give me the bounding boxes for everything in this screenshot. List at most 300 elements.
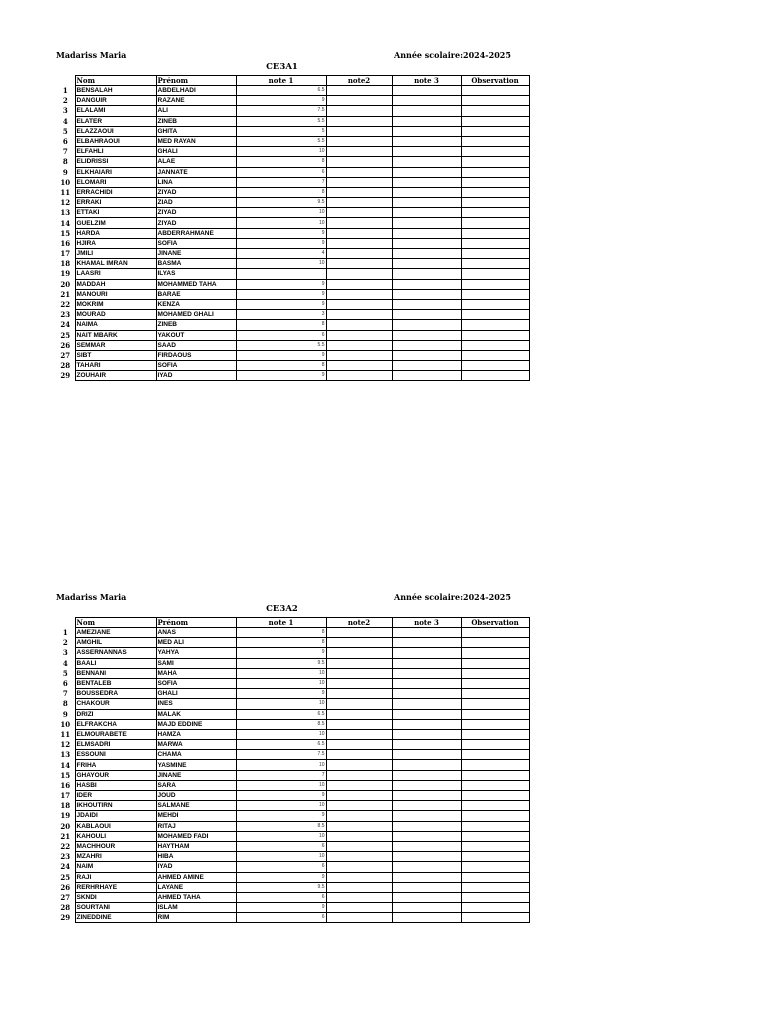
- cell-note1: 9: [236, 872, 326, 882]
- cell-observation: [461, 136, 529, 146]
- cell-note3: [392, 126, 461, 136]
- cell-note2: [326, 228, 392, 238]
- cell-nom: KABLAOUI: [75, 821, 156, 831]
- table-row: [56, 872, 529, 882]
- cell-note2: [326, 106, 392, 116]
- row-number: 25: [60, 330, 71, 340]
- cell-prenom: SAMI: [156, 658, 236, 668]
- table-row: [56, 628, 529, 638]
- table-row: [56, 259, 529, 269]
- row-number: 24: [60, 862, 71, 872]
- cell-observation: [461, 872, 529, 882]
- cell-note3: [392, 729, 461, 739]
- row-number: 11: [60, 187, 71, 197]
- cell-nom: SKNDI: [75, 892, 156, 902]
- cell-note1: 9: [236, 238, 326, 248]
- cell-prenom: RIM: [156, 913, 236, 923]
- cell-note3: [392, 831, 461, 841]
- row-number: 29: [60, 371, 71, 381]
- cell-observation: [461, 299, 529, 309]
- cell-prenom: SALMANE: [156, 801, 236, 811]
- cell-nom: RERHRHAYE: [75, 882, 156, 892]
- cell-observation: [461, 801, 529, 811]
- cell-observation: [461, 106, 529, 116]
- row-number: 6: [62, 679, 68, 689]
- cell-note3: [392, 157, 461, 167]
- cell-note2: [326, 289, 392, 299]
- row-number: 11: [60, 729, 71, 739]
- cell-note1: 3: [236, 310, 326, 320]
- table-row: [56, 709, 529, 719]
- table-row: [56, 228, 529, 238]
- cell-observation: [461, 760, 529, 770]
- cell-prenom: ZIYAD: [156, 187, 236, 197]
- cell-nom: JDAIDI: [75, 811, 156, 821]
- cell-nom: SEMMAR: [75, 340, 156, 350]
- cell-nom: GHAYOUR: [75, 770, 156, 780]
- cell-note3: [392, 116, 461, 126]
- table-row: [56, 658, 529, 668]
- cell-note3: [392, 86, 461, 96]
- cell-note1: 10: [236, 760, 326, 770]
- table-row: [56, 882, 529, 892]
- cell-prenom: LAYANE: [156, 882, 236, 892]
- cell-note1: 10: [236, 218, 326, 228]
- row-number: 29: [60, 913, 71, 923]
- cell-prenom: SOFIA: [156, 678, 236, 688]
- row-number: 22: [60, 842, 71, 852]
- cell-note3: [392, 913, 461, 923]
- table-row: [56, 892, 529, 902]
- cell-note2: [326, 709, 392, 719]
- cell-nom: ELOMARI: [75, 177, 156, 187]
- row-number: 15: [60, 228, 71, 238]
- cell-nom: ELALAMI: [75, 106, 156, 116]
- cell-note2: [326, 350, 392, 360]
- table-body: [56, 86, 529, 381]
- cell-prenom: JINANE: [156, 770, 236, 780]
- table-row: [56, 218, 529, 228]
- cell-note1: 6.5: [236, 86, 326, 96]
- cell-note3: [392, 269, 461, 279]
- cell-nom: RAJI: [75, 872, 156, 882]
- cell-nom: MANOURI: [75, 289, 156, 299]
- cell-note1: 9: [236, 289, 326, 299]
- cell-nom: ELFRAKCHA: [75, 719, 156, 729]
- cell-nom: BOUSSEDRA: [75, 689, 156, 699]
- cell-prenom: INES: [156, 699, 236, 709]
- cell-note1: 9: [236, 96, 326, 106]
- cell-note1: [236, 269, 326, 279]
- cell-observation: [461, 892, 529, 902]
- row-number: 4: [62, 116, 68, 126]
- cell-nom: ELATER: [75, 116, 156, 126]
- cell-note2: [326, 126, 392, 136]
- cell-nom: HJIRA: [75, 238, 156, 248]
- table-row: [56, 187, 529, 197]
- cell-note3: [392, 340, 461, 350]
- cell-prenom: MED ALI: [156, 638, 236, 648]
- row-number: 21: [60, 289, 71, 299]
- cell-note1: 9: [236, 648, 326, 658]
- cell-note3: [392, 361, 461, 371]
- cell-note3: [392, 740, 461, 750]
- cell-observation: [461, 350, 529, 360]
- cell-nom: KAHOULI: [75, 831, 156, 841]
- table-row: [56, 116, 529, 126]
- grades-table: [56, 75, 530, 381]
- cell-observation: [461, 289, 529, 299]
- cell-prenom: JANNATE: [156, 167, 236, 177]
- table-row: [56, 340, 529, 350]
- cell-note2: [326, 249, 392, 259]
- cell-note1: 7.5: [236, 106, 326, 116]
- cell-note3: [392, 147, 461, 157]
- cell-prenom: ZINEB: [156, 320, 236, 330]
- row-number: 8: [62, 157, 68, 167]
- row-number: 12: [60, 740, 71, 750]
- cell-note2: [326, 310, 392, 320]
- cell-note3: [392, 678, 461, 688]
- table-row: [56, 862, 529, 872]
- cell-note2: [326, 811, 392, 821]
- cell-prenom: GHALI: [156, 147, 236, 157]
- cell-prenom: YAHYA: [156, 648, 236, 658]
- cell-prenom: AHMED AMINE: [156, 872, 236, 882]
- cell-note2: [326, 852, 392, 862]
- cell-note3: [392, 289, 461, 299]
- cell-observation: [461, 320, 529, 330]
- cell-note1: 9: [236, 371, 326, 381]
- cell-prenom: FIRDAOUS: [156, 350, 236, 360]
- row-number: 23: [60, 852, 71, 862]
- cell-observation: [461, 147, 529, 157]
- cell-observation: [461, 913, 529, 923]
- cell-nom: IKHOUTIRN: [75, 801, 156, 811]
- table-body: [56, 628, 529, 923]
- row-number: 23: [60, 310, 71, 320]
- cell-nom: AMGHIL: [75, 638, 156, 648]
- class-title: CE3A1: [266, 62, 298, 72]
- cell-observation: [461, 371, 529, 381]
- cell-note1: 9: [236, 228, 326, 238]
- cell-note3: [392, 689, 461, 699]
- cell-note1: 6: [236, 892, 326, 902]
- cell-prenom: HAYTHAM: [156, 841, 236, 851]
- table-header-row: [56, 76, 529, 86]
- cell-prenom: MARWA: [156, 740, 236, 750]
- school-year: Année scolaire:2024-2025: [394, 50, 511, 60]
- cell-prenom: MAHA: [156, 668, 236, 678]
- table-row: [56, 903, 529, 913]
- cell-prenom: LINA: [156, 177, 236, 187]
- table-row: [56, 780, 529, 790]
- cell-observation: [461, 791, 529, 801]
- cell-nom: ELMSADRI: [75, 740, 156, 750]
- cell-observation: [461, 852, 529, 862]
- cell-nom: ELFAHLI: [75, 147, 156, 157]
- header-nom: Nom: [75, 618, 156, 628]
- cell-nom: ZINEDDINE: [75, 913, 156, 923]
- cell-note3: [392, 238, 461, 248]
- table-row: [56, 177, 529, 187]
- cell-note1: 7.5: [236, 750, 326, 760]
- cell-note1: 7: [236, 770, 326, 780]
- table-row: [56, 831, 529, 841]
- table-row: [56, 699, 529, 709]
- cell-note1: 4: [236, 249, 326, 259]
- cell-note1: 9.5: [236, 658, 326, 668]
- table-row: [56, 361, 529, 371]
- cell-prenom: MAJD EDDINE: [156, 719, 236, 729]
- cell-observation: [461, 116, 529, 126]
- cell-observation: [461, 167, 529, 177]
- cell-nom: IDER: [75, 791, 156, 801]
- cell-observation: [461, 811, 529, 821]
- cell-nom: HASBI: [75, 780, 156, 790]
- table-header-row: [56, 618, 529, 628]
- cell-observation: [461, 187, 529, 197]
- row-number: 16: [60, 238, 71, 248]
- cell-note2: [326, 628, 392, 638]
- row-number: 28: [60, 361, 71, 371]
- row-number: 1: [62, 86, 68, 96]
- cell-prenom: ABDELHADI: [156, 86, 236, 96]
- row-number: 4: [62, 658, 68, 668]
- cell-note3: [392, 299, 461, 309]
- cell-prenom: ZIYAD: [156, 218, 236, 228]
- cell-note1: 9: [236, 791, 326, 801]
- school-year: Année scolaire:2024-2025: [394, 592, 511, 602]
- cell-note2: [326, 269, 392, 279]
- cell-note3: [392, 821, 461, 831]
- cell-observation: [461, 628, 529, 638]
- cell-note1: 10: [236, 208, 326, 218]
- cell-nom: ELKHAIARI: [75, 167, 156, 177]
- cell-prenom: BASMA: [156, 259, 236, 269]
- cell-note1: 6: [236, 862, 326, 872]
- cell-observation: [461, 668, 529, 678]
- row-number: 18: [60, 801, 71, 811]
- cell-note3: [392, 882, 461, 892]
- cell-note1: 10: [236, 668, 326, 678]
- cell-note2: [326, 729, 392, 739]
- cell-observation: [461, 648, 529, 658]
- table-row: [56, 86, 529, 96]
- cell-note2: [326, 678, 392, 688]
- cell-observation: [461, 678, 529, 688]
- table-row: [56, 106, 529, 116]
- cell-observation: [461, 821, 529, 831]
- cell-note1: 9: [236, 350, 326, 360]
- cell-note2: [326, 198, 392, 208]
- row-number: 26: [60, 882, 71, 892]
- cell-note3: [392, 903, 461, 913]
- cell-note2: [326, 238, 392, 248]
- cell-observation: [461, 740, 529, 750]
- cell-note3: [392, 852, 461, 862]
- row-number: 19: [60, 269, 71, 279]
- cell-observation: [461, 638, 529, 648]
- cell-note1: 5.5: [236, 116, 326, 126]
- cell-note1: 5: [236, 126, 326, 136]
- grades-table: [56, 617, 530, 923]
- cell-note2: [326, 177, 392, 187]
- cell-nom: MZAHRI: [75, 852, 156, 862]
- cell-note2: [326, 187, 392, 197]
- cell-note1: 8: [236, 361, 326, 371]
- row-number: 9: [62, 709, 68, 719]
- cell-note2: [326, 831, 392, 841]
- cell-note1: 5.5: [236, 340, 326, 350]
- cell-note3: [392, 780, 461, 790]
- sheet-header: [56, 50, 529, 62]
- row-number: 3: [62, 648, 68, 658]
- cell-note2: [326, 882, 392, 892]
- row-number: 3: [62, 106, 68, 116]
- row-number: 24: [60, 320, 71, 330]
- cell-note2: [326, 760, 392, 770]
- header-observation: Observation: [461, 618, 529, 628]
- table-row: [56, 729, 529, 739]
- cell-observation: [461, 709, 529, 719]
- cell-nom: KHAMAL IMRAN: [75, 259, 156, 269]
- cell-note2: [326, 147, 392, 157]
- cell-note1: 10: [236, 699, 326, 709]
- row-number: 19: [60, 811, 71, 821]
- table-row: [56, 913, 529, 923]
- cell-note3: [392, 791, 461, 801]
- cell-prenom: ALAE: [156, 157, 236, 167]
- cell-note3: [392, 320, 461, 330]
- table-row: [56, 648, 529, 658]
- cell-prenom: HAMZA: [156, 729, 236, 739]
- sheet-header: [56, 592, 529, 604]
- header-nom: Nom: [75, 76, 156, 86]
- cell-note2: [326, 361, 392, 371]
- cell-observation: [461, 249, 529, 259]
- cell-prenom: JINANE: [156, 249, 236, 259]
- cell-note2: [326, 801, 392, 811]
- row-number: 9: [62, 167, 68, 177]
- cell-note3: [392, 136, 461, 146]
- cell-nom: CHAKOUR: [75, 699, 156, 709]
- table-row: [56, 126, 529, 136]
- cell-note1: 6: [236, 330, 326, 340]
- cell-observation: [461, 831, 529, 841]
- cell-nom: NAIT MBARK: [75, 330, 156, 340]
- row-number: 14: [60, 760, 71, 770]
- cell-note2: [326, 668, 392, 678]
- table-row: [56, 249, 529, 259]
- class-sheet-ce3a1: [56, 50, 529, 381]
- cell-nom: ETTAKI: [75, 208, 156, 218]
- cell-note2: [326, 780, 392, 790]
- cell-note3: [392, 709, 461, 719]
- cell-observation: [461, 177, 529, 187]
- cell-prenom: GHALI: [156, 689, 236, 699]
- table-row: [56, 279, 529, 289]
- cell-observation: [461, 903, 529, 913]
- cell-observation: [461, 729, 529, 739]
- row-number: 5: [62, 668, 68, 678]
- row-number: 20: [60, 279, 71, 289]
- cell-note3: [392, 96, 461, 106]
- cell-note2: [326, 279, 392, 289]
- row-number: 28: [60, 903, 71, 913]
- cell-note2: [326, 167, 392, 177]
- cell-prenom: ZINEB: [156, 116, 236, 126]
- cell-observation: [461, 126, 529, 136]
- cell-nom: MOURAD: [75, 310, 156, 320]
- cell-note1: 6: [236, 841, 326, 851]
- cell-prenom: MED RAYAN: [156, 136, 236, 146]
- row-number: 7: [62, 147, 68, 157]
- cell-note1: 9: [236, 811, 326, 821]
- cell-note2: [326, 116, 392, 126]
- cell-note1: 8: [236, 638, 326, 648]
- cell-prenom: CHAMA: [156, 750, 236, 760]
- table-row: [56, 791, 529, 801]
- cell-note2: [326, 841, 392, 851]
- row-number: 13: [60, 750, 71, 760]
- cell-nom: TAHARI: [75, 361, 156, 371]
- row-number: 18: [60, 259, 71, 269]
- cell-nom: AMEZIANE: [75, 628, 156, 638]
- cell-prenom: ILYAS: [156, 269, 236, 279]
- cell-note2: [326, 862, 392, 872]
- cell-nom: ERRACHIDI: [75, 187, 156, 197]
- cell-prenom: ZIYAD: [156, 208, 236, 218]
- row-number: 16: [60, 780, 71, 790]
- table-row: [56, 147, 529, 157]
- cell-nom: FRIHA: [75, 760, 156, 770]
- cell-note2: [326, 299, 392, 309]
- cell-note3: [392, 106, 461, 116]
- class-title: CE3A2: [266, 604, 298, 614]
- cell-note1: 8: [236, 187, 326, 197]
- cell-note2: [326, 330, 392, 340]
- cell-note1: 6: [236, 913, 326, 923]
- cell-note2: [326, 699, 392, 709]
- cell-nom: BENSALAH: [75, 86, 156, 96]
- cell-note2: [326, 96, 392, 106]
- cell-prenom: BARAE: [156, 289, 236, 299]
- table-row: [56, 678, 529, 688]
- cell-note3: [392, 638, 461, 648]
- header-note2: note2: [326, 618, 392, 628]
- cell-nom: ELMOURABETE: [75, 729, 156, 739]
- header-note2: note2: [326, 76, 392, 86]
- table-row: [56, 198, 529, 208]
- cell-observation: [461, 699, 529, 709]
- cell-observation: [461, 198, 529, 208]
- cell-observation: [461, 157, 529, 167]
- cell-note3: [392, 658, 461, 668]
- cell-note3: [392, 350, 461, 360]
- table-row: [56, 238, 529, 248]
- table-row: [56, 136, 529, 146]
- table-row: [56, 167, 529, 177]
- cell-note2: [326, 821, 392, 831]
- table-row: [56, 330, 529, 340]
- cell-note3: [392, 279, 461, 289]
- table-row: [56, 310, 529, 320]
- table-row: [56, 668, 529, 678]
- cell-note1: 8: [236, 320, 326, 330]
- teacher-name: Madariss Maria: [56, 50, 127, 60]
- table-row: [56, 269, 529, 279]
